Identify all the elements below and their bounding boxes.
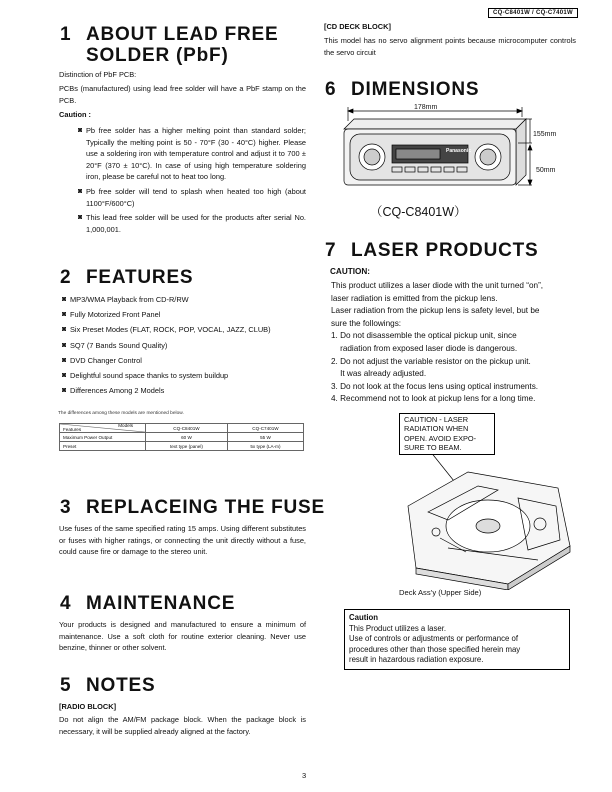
features-list: [62, 294, 306, 400]
pbf-caution-list: [78, 125, 306, 235]
list-item: ◙ DVD Changer Control: [62, 355, 142, 365]
table-corner-cell: Models Features: [60, 424, 146, 433]
bullet-icon: ◙: [62, 311, 67, 319]
pbf-distinction-label: Distinction of PbF PCB:: [59, 70, 137, 79]
section4-number: 4: [60, 593, 72, 614]
list-item: ◙ Delightful sound space thanks to system buildup: [62, 370, 229, 380]
cd-deck-label: [CD DECK BLOCK]: [324, 22, 391, 31]
caution-label: Caution :: [59, 110, 92, 119]
section3-number: 3: [60, 497, 72, 518]
laser-warning-text: This product utilizes a laser diode with the unit turned “on”, laser radiation is emitted from the pickup lens. Laser radiation from the pickup lens is safety level, but be sure the followings: 1. Do not disassemble the optical pickup unit, since radiation from exposed laser diode is dangerous. 2. Do not adjust the variable resistor on the pickup unit. It was already adjusted. 3. Do not look at the focus lens using optical instruments. 4. Recommend not to look at pickup lens for a long time.: [331, 281, 544, 404]
section1-title-line2: SOLDER (PbF): [86, 45, 229, 66]
pbf-stamp-text: PCBs (manufactured) using lead free solder will have a PbF stamp on the PCB.: [59, 84, 306, 105]
table-row: [60, 442, 304, 451]
bullet-icon: ◙: [62, 371, 67, 379]
bullet-icon: ◙: [62, 326, 67, 334]
laser-caution-box: Caution This Product utilizes a laser. Use of controls or adjustments or performance of procedures other than those specified herein may result in hazardous radiation exposure.: [344, 609, 570, 670]
table-cell: text type (panel): [146, 442, 228, 451]
deck-assembly-caption: Deck Ass’y (Upper Side): [399, 588, 482, 597]
head-unit-dimension-drawing: [336, 101, 562, 197]
bullet-icon: ◙: [78, 187, 83, 195]
table-cell: 60 W: [146, 433, 228, 442]
bullet-icon: ◙: [78, 214, 83, 222]
table-cell: 55 W: [227, 433, 303, 442]
section1-number: 1: [60, 24, 72, 45]
list-item: ◙ SQ7 (7 Bands Sound Quality): [62, 340, 168, 350]
maintenance-paragraph: Your products is designed and manufactured to ensure a minimum of maintenance. Use a soft cloth for routine exterior cleaning. Never use benzine, thinner or other solvent.: [59, 620, 306, 653]
section1-title-line1: ABOUT LEAD FREE: [86, 24, 279, 45]
section2-heading: [60, 267, 193, 289]
section7-number: 7: [325, 240, 337, 261]
laser-warning-label: CAUTION - LASER RADIATION WHEN OPEN. AVOID EXPO- SURE TO BEAM.: [399, 413, 495, 455]
section6-number: 6: [325, 79, 337, 100]
model-differences-table: [59, 423, 304, 451]
radio-block-paragraph: Do not align the AM/FM package block. When the package block is necessary, it will be supplied already aligned at the factory.: [59, 715, 306, 736]
height-dimension-label: 50mm: [536, 167, 556, 174]
laser-caution-label: CAUTION:: [330, 267, 371, 276]
section4-title: MAINTENANCE: [86, 593, 236, 614]
radio-block-label: [RADIO BLOCK]: [59, 702, 117, 711]
section7-title: LASER PRODUCTS: [351, 240, 539, 261]
section6-heading: [325, 79, 479, 101]
list-item: ◙ Six Preset Modes (FLAT, ROCK, POP, VOCAL, JAZZ, CLUB): [62, 325, 271, 335]
section3-heading: [60, 497, 325, 519]
section6-title: DIMENSIONS: [351, 79, 480, 100]
bullet-icon: ◙: [62, 387, 67, 395]
section2-title: FEATURES: [86, 267, 194, 288]
list-item: ◙ Differences Among 2 Models: [62, 386, 165, 396]
fuse-paragraph: Use fuses of the same specified rating 15 amps. Using different substitutes or fuses with higher ratings, or connecting the unit directly without a fuse, could cause fire or damage to the stereo unit.: [59, 524, 306, 557]
model-header-tag: CQ-C8401W / CQ-C7401W: [488, 8, 578, 18]
depth-dimension-label: 155mm: [533, 131, 557, 138]
table-row: [60, 433, 304, 442]
list-item: ◙ This lead free solder will be used for the products after serial No. 1,000,001.: [78, 213, 306, 234]
bullet-icon: ◙: [62, 341, 67, 349]
bullet-icon: ◙: [62, 356, 67, 364]
section5-number: 5: [60, 675, 72, 696]
table-header-cell: CQ-C8401W: [146, 424, 228, 433]
differences-note: The differences among these models are mentioned below.: [58, 411, 184, 416]
bullet-icon: ◙: [62, 296, 67, 303]
table-cell: 5x type (LA-m): [227, 442, 303, 451]
section2-number: 2: [60, 267, 72, 288]
section1-heading: [60, 24, 300, 66]
page-number: 3: [302, 771, 307, 780]
model-caption: （CQ-C8401W）: [370, 205, 467, 219]
table-cell: Maximum Power Output: [60, 433, 146, 442]
list-item: ◙ Pb free solder has a higher melting point than standard solder; Typically the melting point is 50 - 70°F (30 - 40°C) higher. Please use a soldering iron with temperature control and adjust it to 700 ± 20°F (370 ± 10°C). In case of using high temperature soldering iron, please be careful not to heat too long.: [78, 126, 306, 182]
section5-heading: [60, 675, 155, 697]
table-cell: Preset: [60, 442, 146, 451]
section7-heading: [325, 240, 539, 262]
section5-title: NOTES: [86, 675, 156, 696]
bullet-icon: ◙: [78, 127, 83, 134]
brand-logo: Panasonic: [446, 148, 472, 154]
width-dimension-label: 178mm: [414, 104, 438, 111]
table-header-cell: CQ-C7401W: [227, 424, 303, 433]
section4-heading: [60, 593, 235, 615]
list-item: ◙ MP3/WMA Playback from CD-R/RW: [62, 295, 189, 304]
list-item: ◙ Fully Motorized Front Panel: [62, 310, 161, 320]
cd-deck-paragraph: This model has no servo alignment points because microcomputer controls the servo circuit: [324, 36, 576, 57]
list-item: ◙ Pb free solder will tend to splash when heated too high (about 1100°F/600°C): [78, 186, 306, 208]
table-header-row: [60, 424, 304, 433]
section3-title: REPLACEING THE FUSE: [86, 497, 325, 518]
